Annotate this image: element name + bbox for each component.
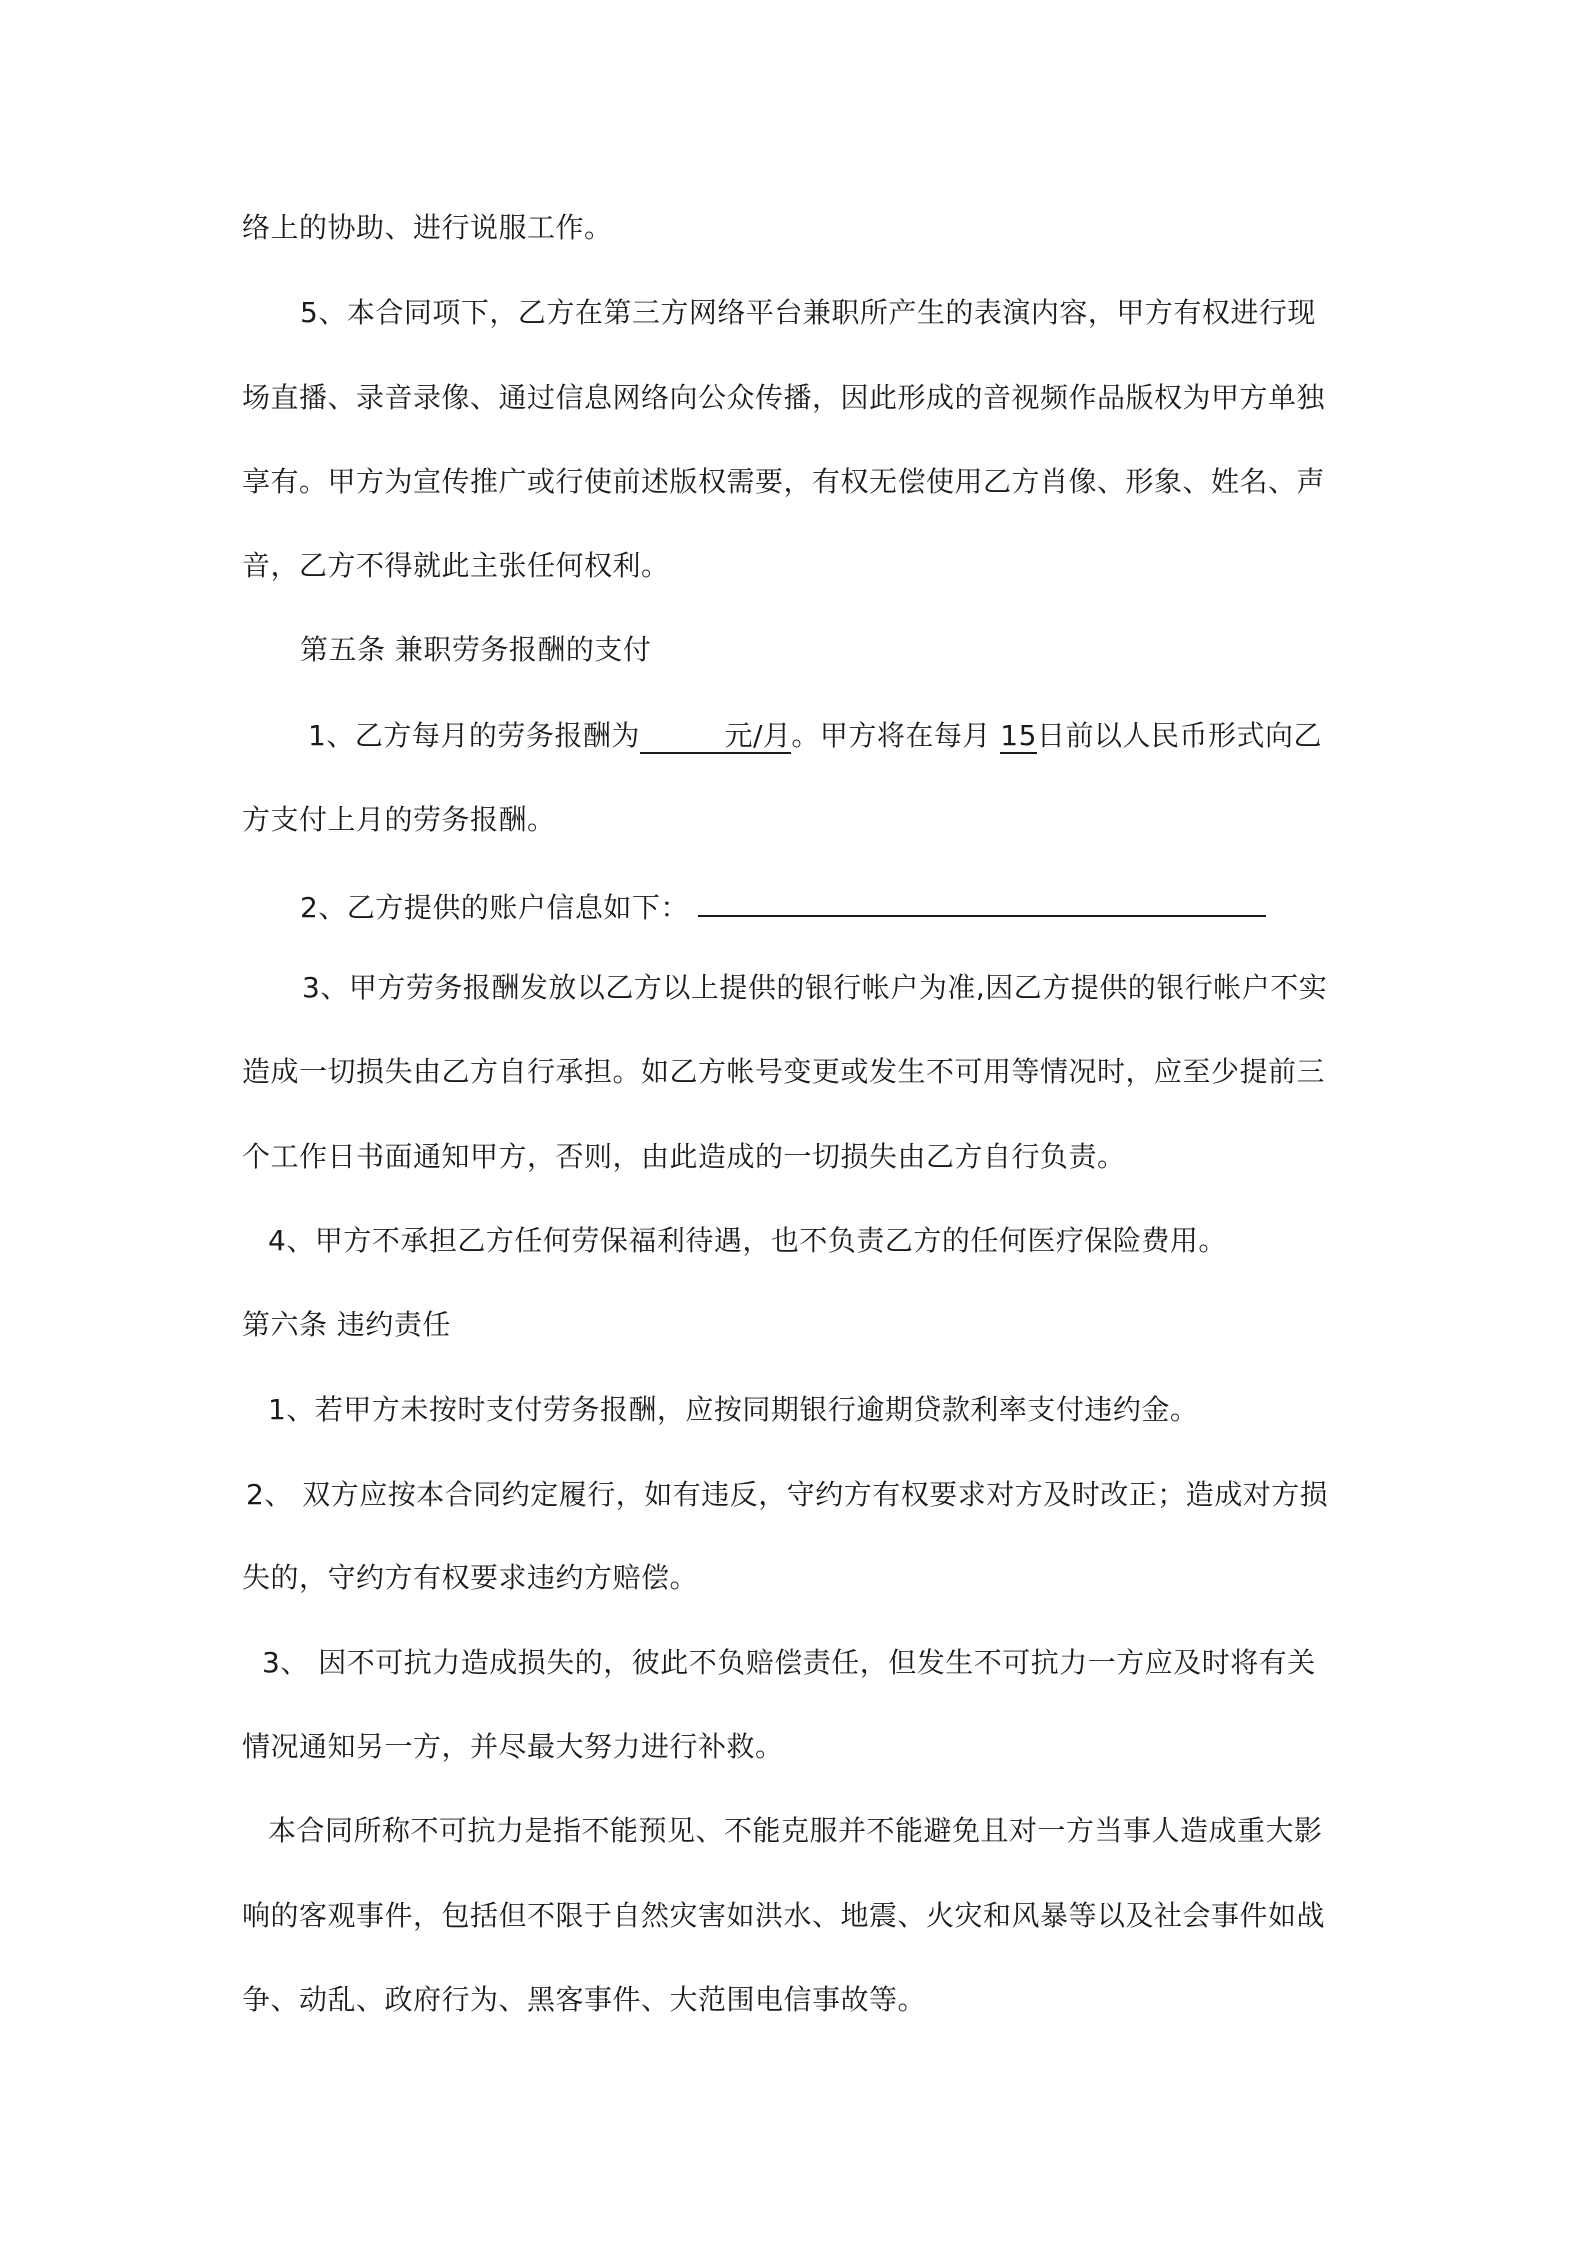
paragraph-line: 情况通知另一方，并尽最大努力进行补救。 (242, 1730, 784, 1763)
paragraph-line: 5、本合同项下，乙方在第三方网络平台兼职所产生的表演内容，甲方有权进行现 (300, 296, 1316, 329)
payment-day: 15 (1000, 719, 1037, 752)
account-blank (698, 883, 1266, 917)
paragraph-line: 方支付上月的劳务报酬。 (242, 803, 556, 836)
paragraph-line: 争、动乱、政府行为、黑客事件、大范围电信事故等。 (242, 1983, 927, 2016)
paragraph-line: 络上的协助、进行说服工作。 (242, 211, 613, 244)
payment-line (308, 716, 1322, 756)
account-label: 2、乙方提供的账户信息如下： (300, 891, 689, 924)
paragraph-line: 享有。甲方为宣传推广或行使前述版权需要，有权无偿使用乙方肖像、形象、姓名、声 (242, 465, 1326, 498)
paragraph-line: 场直播、录音录像、通过信息网络向公众传播，因此形成的音视频作品版权为甲方单独 (242, 381, 1326, 414)
paragraph-line: 音，乙方不得就此主张任何权利。 (242, 549, 670, 582)
payment-unit: 元/月 (724, 719, 792, 752)
section-heading: 第六条 违约责任 (242, 1308, 451, 1341)
payment-suffix: 日前以人民币形式向乙 (1036, 719, 1322, 752)
section-heading: 第五条 兼职劳务报酬的支付 (300, 633, 652, 666)
account-line (300, 883, 1266, 928)
paragraph-line: 失的，守约方有权要求违约方赔偿。 (242, 1561, 699, 1594)
paragraph-line: 1、若甲方未按时支付劳务报酬，应按同期银行逾期贷款利率支付违约金。 (268, 1393, 1199, 1426)
payment-prefix: 1、乙方每月的劳务报酬为 (308, 719, 640, 752)
paragraph-line: 3、 因不可抗力造成损失的，彼此不负赔偿责任，但发生不可抗力一方应及时将有关 (262, 1646, 1316, 1679)
payment-middle: 。甲方将在每月 (791, 719, 991, 752)
paragraph-line: 个工作日书面通知甲方，否则，由此造成的一切损失由乙方自行负责。 (242, 1140, 1126, 1173)
paragraph-line: 响的客观事件，包括但不限于自然灾害如洪水、地震、火灾和风暴等以及社会事件如战 (242, 1899, 1326, 1932)
payment-amount-blank (640, 719, 792, 754)
paragraph-line: 造成一切损失由乙方自行承担。如乙方帐号变更或发生不可用等情况时，应至少提前三 (242, 1055, 1326, 1088)
paragraph-line: 2、 双方应按本合同约定履行，如有违反，守约方有权要求对方及时改正；造成对方损 (246, 1478, 1329, 1511)
paragraph-line: 3、甲方劳务报酬发放以乙方以上提供的银行帐户为准,因乙方提供的银行帐户不实 (302, 971, 1328, 1004)
paragraph-line: 4、甲方不承担乙方任何劳保福利待遇，也不负责乙方的任何医疗保险费用。 (268, 1224, 1227, 1257)
paragraph-line: 本合同所称不可抗力是指不能预见、不能克服并不能避免且对一方当事人造成重大影 (268, 1814, 1323, 1847)
